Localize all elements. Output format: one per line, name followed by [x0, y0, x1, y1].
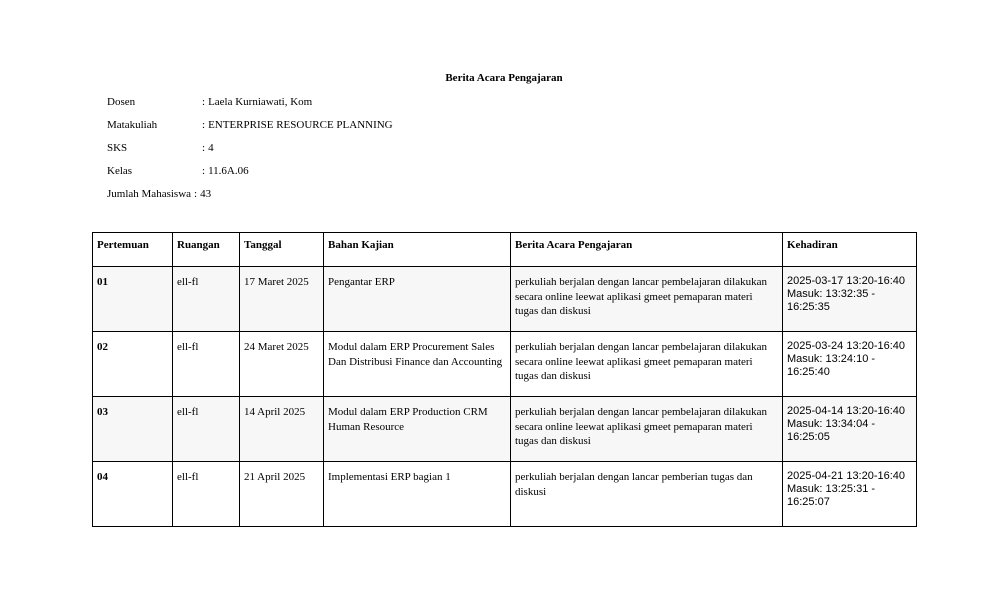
kehadiran-keluar: 16:25:35 [787, 301, 830, 313]
cell-pertemuan: 02 [93, 332, 173, 397]
info-separator: : [202, 96, 206, 108]
header-berita-acara: Berita Acara Pengajaran [511, 233, 783, 267]
attendance-table [92, 232, 917, 527]
kehadiran-masuk: Masuk: 13:32:35 - [787, 288, 876, 300]
info-separator: : [202, 165, 206, 177]
header-pertemuan: Pertemuan [93, 233, 173, 267]
cell-pertemuan: 04 [93, 462, 173, 527]
header-ruangan: Ruangan [173, 233, 240, 267]
info-separator: : [194, 188, 198, 200]
kehadiran-keluar: 16:25:40 [787, 366, 830, 378]
info-value: ENTERPRISE RESOURCE PLANNING [208, 119, 393, 131]
cell-bahan-kajian: Modul dalam ERP Procurement Sales Dan Distribusi Finance dan Accounting [324, 332, 511, 397]
info-row-sks [107, 142, 393, 165]
cell-kehadiran [783, 332, 917, 397]
cell-bahan-kajian: Modul dalam ERP Production CRM Human Resource [324, 397, 511, 462]
info-row-matakuliah [107, 119, 393, 142]
info-value: 43 [200, 188, 212, 200]
cell-kehadiran [783, 397, 917, 462]
kehadiran-keluar: 16:25:05 [787, 431, 830, 443]
cell-berita-acara: perkuliah berjalan dengan lancar pemberian tugas dan diskusi [511, 462, 783, 527]
kehadiran-jadwal: 2025-04-14 13:20-16:40 [787, 405, 906, 417]
cell-tanggal: 14 April 2025 [240, 397, 324, 462]
cell-ruangan: ell-fl [173, 462, 240, 527]
cell-pertemuan: 03 [93, 397, 173, 462]
kehadiran-jadwal: 2025-04-21 13:20-16:40 [787, 470, 906, 482]
table-row [93, 462, 917, 527]
info-label: Kelas [107, 165, 133, 177]
cell-berita-acara: perkuliah berjalan dengan lancar pembelajaran dilakukan secara online leewat aplikasi gmeet pemaparan materi tugas dan diskusi [511, 267, 783, 332]
kehadiran-masuk: Masuk: 13:24:10 - [787, 353, 876, 365]
info-row-dosen [107, 96, 393, 119]
table-row [93, 267, 917, 332]
cell-bahan-kajian: Pengantar ERP [324, 267, 511, 332]
cell-ruangan: ell-fl [173, 332, 240, 397]
kehadiran-keluar: 16:25:07 [787, 496, 830, 508]
table-row [93, 332, 917, 397]
cell-ruangan: ell-fl [173, 267, 240, 332]
cell-ruangan: ell-fl [173, 397, 240, 462]
info-label: SKS [107, 142, 128, 154]
kehadiran-masuk: Masuk: 13:34:04 - [787, 418, 876, 430]
info-label: Jumlah Mahasiswa [107, 188, 192, 200]
cell-tanggal: 21 April 2025 [240, 462, 324, 527]
cell-kehadiran [783, 267, 917, 332]
cell-tanggal: 17 Maret 2025 [240, 267, 324, 332]
table-row [93, 397, 917, 462]
info-row-jumlah-mahasiswa [107, 188, 393, 211]
cell-pertemuan: 01 [93, 267, 173, 332]
cell-tanggal: 24 Maret 2025 [240, 332, 324, 397]
page-title: Berita Acara Pengajaran [445, 72, 563, 84]
header-kehadiran: Kehadiran [783, 233, 917, 267]
cell-berita-acara: perkuliah berjalan dengan lancar pembelajaran dilakukan secara online leewat aplikasi gmeet pemaparan materi tugas dan diskusi [511, 397, 783, 462]
info-value: 4 [208, 142, 214, 154]
header-tanggal: Tanggal [240, 233, 324, 267]
kehadiran-masuk: Masuk: 13:25:31 - [787, 483, 876, 495]
cell-kehadiran [783, 462, 917, 527]
info-row-kelas [107, 165, 393, 188]
course-info [107, 96, 393, 211]
info-label: Matakuliah [107, 119, 158, 131]
kehadiran-jadwal: 2025-03-24 13:20-16:40 [787, 340, 906, 352]
kehadiran-jadwal: 2025-03-17 13:20-16:40 [787, 275, 906, 287]
info-separator: : [202, 119, 206, 131]
info-separator: : [202, 142, 206, 154]
cell-bahan-kajian: Implementasi ERP bagian 1 [324, 462, 511, 527]
cell-berita-acara: perkuliah berjalan dengan lancar pembelajaran dilakukan secara online leewat aplikasi gmeet pemaparan materi tugas dan diskusi [511, 332, 783, 397]
table-header-row [93, 233, 917, 267]
header-bahan-kajian: Bahan Kajian [324, 233, 511, 267]
info-label: Dosen [107, 96, 136, 108]
info-value: Laela Kurniawati, Kom [208, 96, 313, 108]
info-value: 11.6A.06 [208, 165, 249, 177]
